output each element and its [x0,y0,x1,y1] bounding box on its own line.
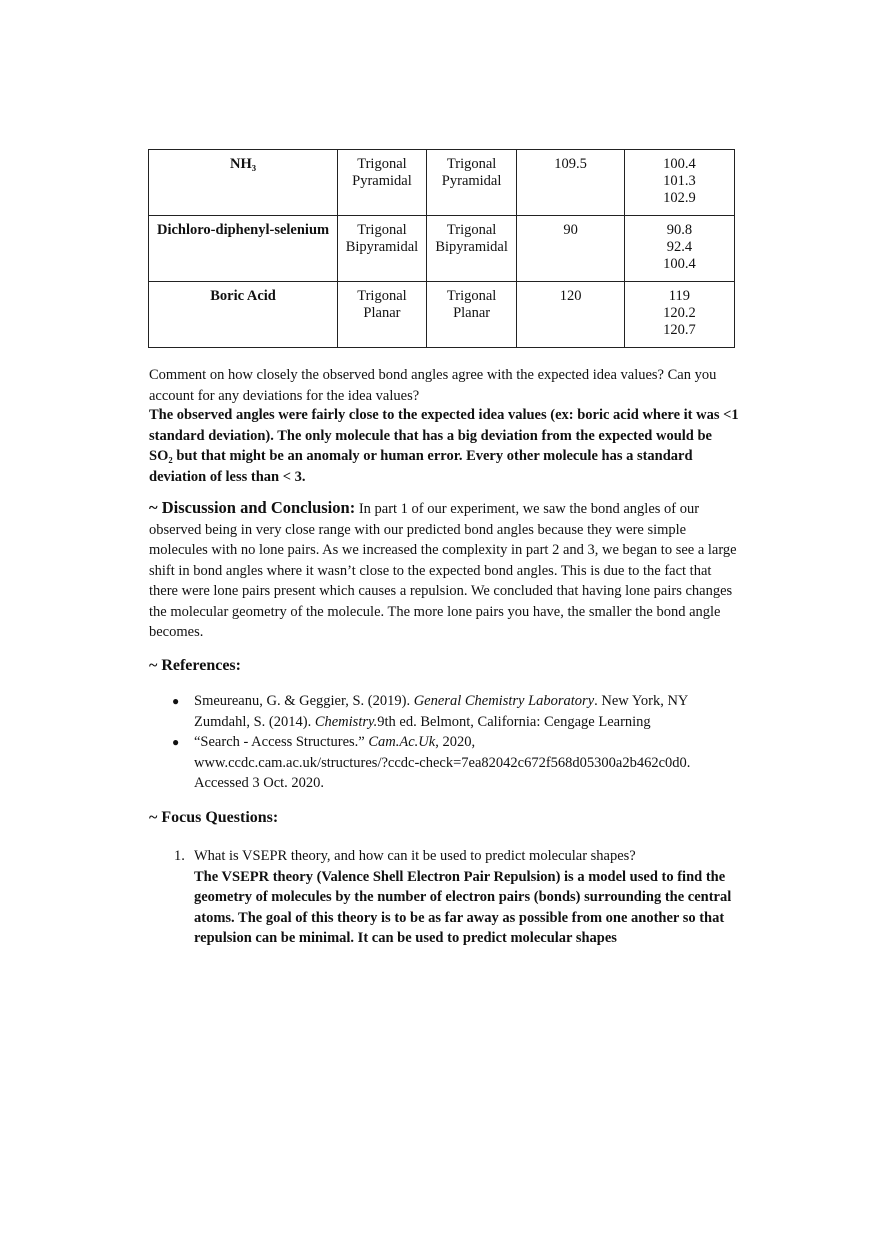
geometry-line: Trigonal [357,156,407,172]
geometry-cell [426,216,517,282]
geometry-line: Trigonal [446,222,497,238]
reference-text: “Search - Access Structures.” [194,734,369,750]
observed-value: 101.3 [663,173,696,189]
molecule-cell: Boric Acid [149,282,338,348]
reference-text: 9th ed. Belmont, California: Cengage Learning [377,713,651,730]
geometry-line: Pyramidal [441,173,502,189]
geometry-cell [426,282,517,348]
question-text: What is VSEPR theory, and how can it be used to predict molecular shapes? [194,848,636,864]
observed-angle-cell [624,282,734,348]
comment-question: Comment on how closely the observed bond angles agree with the expected idea values? Can you account for any deviations for the idea values? [149,367,717,404]
discussion-heading: ~ Discussion and Conclusion: [149,498,356,517]
bullet-icon: ● [172,694,180,708]
references-heading: ~ References: [149,657,241,674]
reference-text: Zumdahl, S. (2014). [194,713,315,730]
bond-angle-table [148,149,735,348]
geometry-line: Bipyramidal [345,239,419,255]
reference-title: Chemistry. [314,713,378,730]
geometry-line: Bipyramidal [435,239,508,255]
ideal-angle-cell: 90 [517,216,624,282]
reference-url: www.ccdc.cam.ac.uk/structures/?ccdc-check=7ea82042c672f568d05300a2b462c0d0. [194,754,691,771]
geometry-line: Pyramidal [352,173,412,189]
answer-text: The VSEPR theory (Valence Shell Electron Pair Repulsion) is a model used to find the geometry of molecules by the number of electron pairs (bonds) surrounding the central atoms. The goal of this theory is to be as far away as possible from one another so that repulsion can be minimal. It can be used to predict molecular shapes [194,868,732,946]
geometry-line: Trigonal [446,156,497,172]
observed-value: 100.4 [663,256,696,272]
focus-question-1 [149,846,739,949]
observed-value: 120.7 [663,322,696,338]
list-item [172,732,784,794]
geometry-line: Planar [363,305,401,321]
bullet-icon: ● [172,735,180,749]
reference-text: , 2020, [435,734,476,750]
observed-value: 92.4 [666,239,693,255]
ideal-angle-cell: 120 [517,282,624,348]
geometry-line: Trigonal [357,222,407,238]
focus-questions-heading: ~ Focus Questions: [149,809,279,826]
geometry-line: Planar [453,305,491,321]
references-list [149,691,784,794]
question-number: 1. [174,848,185,864]
reference-title: Cam.Ac.Uk [368,734,436,750]
list-item [172,691,784,732]
reference-text: Smeureanu, G. & Geggier, S. (2019). [194,693,414,709]
observed-value: 100.4 [663,156,696,172]
ideal-angle-cell: 109.5 [517,150,624,216]
observed-value: 102.9 [663,190,696,206]
geometry-cell [426,150,517,216]
table-row [149,282,735,348]
table-row [149,216,735,282]
geometry-cell [338,216,427,282]
reference-title: General Chemistry Laboratory [413,693,595,709]
reference-text: . New York, NY [594,693,689,709]
observed-value: 90.8 [666,222,693,238]
comment-answer: The observed angles were fairly close to the expected idea values (ex: boric acid where it was <1 standard deviation). The only molecule that has a big deviation from the expected would be SO₂ but that might be an anomaly or human error. Every other molecule has a standard deviation of less than < 3. [149,407,739,485]
molecule-cell: NH₃ [149,150,338,216]
geometry-cell [338,282,427,348]
discussion-text: In part 1 of our experiment, we saw the bond angles of our observed being in very close range with our predicted bond angles because they were simple molecules with no lone pairs. As we increased the complexity in part 2 and 3, we began to see a large shift in bond angles where it wasn’t close to the expected bond angles. This is due to the fact that there were lone pairs present which causes a repulsion. We concluded that having lone pairs changes the molecular geometry of the molecule. The more lone pairs you have, the smaller the bond angle becomes. [149,501,737,640]
geometry-line: Trigonal [446,288,497,304]
geometry-line: Trigonal [357,288,407,304]
observed-angle-cell [624,150,734,216]
molecule-cell: Dichloro-diphenyl-selenium [149,216,338,282]
reference-text: Accessed 3 Oct. 2020. [194,775,325,791]
geometry-cell [338,150,427,216]
table-row [149,150,735,216]
observed-value: 120.2 [663,305,696,321]
observed-value: 119 [668,288,690,304]
discussion-section [149,498,739,643]
observed-angle-cell [624,216,734,282]
